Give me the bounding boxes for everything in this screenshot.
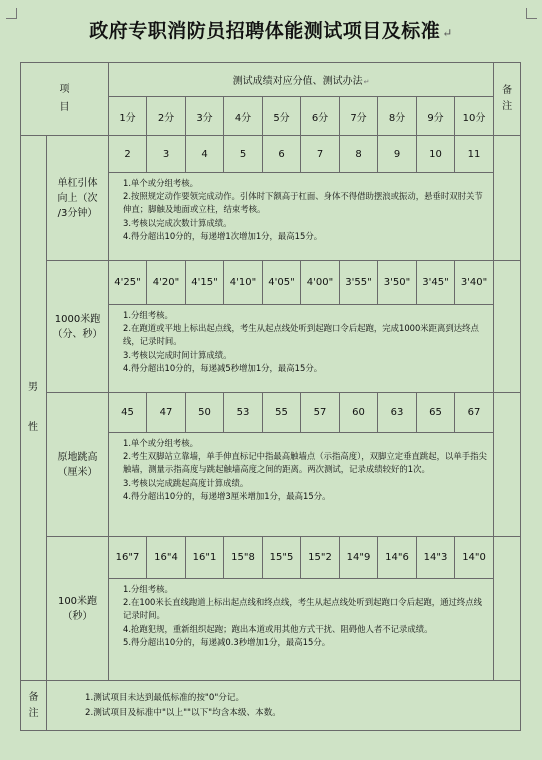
score-cell [417, 97, 455, 136]
standard-value: 4'20" [152, 277, 180, 288]
value-cell [224, 261, 263, 305]
value-cell [224, 537, 263, 579]
note-line: 2.测试项目及标准中"以上""以下"均含本级、本数。 [85, 707, 281, 718]
value-cell [186, 393, 224, 433]
remark-label: 备 注 [502, 85, 513, 112]
value-cell [147, 136, 186, 173]
score-label: 5分 [273, 112, 290, 124]
value-cell [340, 136, 378, 173]
value-cell [378, 261, 417, 305]
rule-line: 4.得分超出10分的，每递减5秒增加1分，最高15分。 [123, 362, 323, 373]
standard-value: 55 [275, 407, 288, 418]
value-cell [417, 537, 455, 579]
standard-value: 7 [316, 148, 324, 160]
value-cell [455, 261, 494, 305]
standard-value: 14"3 [423, 552, 448, 563]
standard-value: 65 [429, 407, 442, 418]
score-cell [147, 97, 186, 136]
rule-line: 1.单个或分组考核。 [123, 438, 198, 448]
value-cell [301, 537, 340, 579]
value-cell [417, 136, 455, 173]
standard-value: 14"0 [462, 552, 486, 563]
score-label: 1分 [119, 112, 136, 124]
standard-value: 15"5 [269, 552, 294, 563]
standard-value: 3'55" [345, 277, 372, 288]
standard-value: 10 [429, 148, 442, 160]
score-label: 8分 [388, 112, 406, 124]
rule-line: 2.按照规定动作要领完成动作。引体时下额高于杠面、身体不得借助摆浪或振动，悬垂时双肘关节伸直；脚触及地面或立柱，结束考核。 [123, 191, 483, 215]
value-cell [186, 537, 224, 579]
standard-value: 6 [278, 148, 285, 160]
standard-value: 53 [236, 407, 250, 418]
value-cell [340, 261, 378, 305]
rule-line: 1.单个或分组考核。 [123, 178, 198, 188]
value-cell [147, 393, 186, 433]
value-cell [301, 393, 340, 433]
score-label: 10分 [462, 112, 486, 124]
event-name-cell [47, 136, 109, 261]
standard-value: 4'25" [114, 277, 141, 288]
standard-value: 4 [201, 148, 208, 160]
score-label: 9分 [427, 112, 444, 124]
value-cell [147, 261, 186, 305]
rule-line: 4.得分超出10分的，每递增3厘米增加1分，最高15分。 [123, 490, 331, 501]
value-cell [455, 537, 494, 579]
notes-cell [47, 681, 521, 731]
value-cell [186, 136, 224, 173]
standard-value: 14"9 [346, 552, 371, 563]
page-title-text: 政府专职消防员招聘体能测试项目及标准 [89, 20, 441, 42]
rules-cell [109, 433, 494, 537]
value-cell [378, 393, 417, 433]
standard-value: 16"7 [115, 552, 140, 563]
rule-line: 2.在100米长直线跑道上标出起点线和终点线，考生从起点线处听到起跑口令后起跑，通过终点线记录时间。 [123, 597, 482, 621]
standard-value: 4'00" [306, 277, 334, 288]
value-cell [263, 261, 301, 305]
event-values-row [21, 261, 521, 305]
value-cell [109, 261, 147, 305]
standard-value: 45 [121, 407, 134, 418]
score-cell [224, 97, 263, 136]
value-cell [147, 537, 186, 579]
standard-value: 11 [467, 148, 481, 160]
event-values-row [21, 136, 521, 173]
value-cell [224, 393, 263, 433]
standard-value: 15"2 [308, 552, 332, 563]
value-cell [263, 136, 301, 173]
standard-value: 5 [239, 148, 247, 160]
event-values-row [21, 393, 521, 433]
value-cell [301, 136, 340, 173]
item-header-cell [21, 63, 109, 136]
remark-header-cell [494, 63, 521, 136]
standard-value: 16"1 [192, 552, 217, 563]
rule-line: 2.考生双脚站立靠墙，单手伸直标记中指最高触墙点（示指高度），双脚立定垂直跳起，以单手指尖触墙，测量示指高度与跳起触墙高度之间的距离。两次测试，记录成绩较好的1次。 [123, 451, 487, 475]
value-cell [340, 537, 378, 579]
rules-cell [109, 305, 494, 393]
standard-value: 4'15" [191, 277, 218, 288]
standard-value: 3 [162, 148, 170, 160]
notes-row [21, 681, 521, 731]
value-cell [455, 393, 494, 433]
standard-value: 14"6 [385, 552, 409, 563]
score-header: 测试成绩对应分值、测试办法 [232, 76, 363, 87]
standard-value: 4'10" [229, 277, 257, 288]
value-cell [455, 136, 494, 173]
rule-line: 3.考核以完成跳起高度计算成绩。 [123, 477, 249, 488]
score-cell [263, 97, 301, 136]
event-name-cell [47, 537, 109, 681]
event-name-1000m: 1000米跑 （分、秒） [52, 313, 103, 340]
score-cell [186, 97, 224, 136]
score-cell [340, 97, 378, 136]
standard-value: 4'05" [268, 277, 295, 288]
item-label: 项 目 [59, 84, 70, 113]
header-row [21, 63, 521, 97]
rule-line: 1.分组考核。 [123, 310, 173, 320]
value-cell [109, 537, 147, 579]
score-label: 4分 [234, 112, 252, 124]
standard-value: 47 [159, 407, 173, 418]
standard-value: 67 [467, 407, 481, 418]
remark-cell [494, 537, 521, 681]
score-cell [378, 97, 417, 136]
value-cell [109, 393, 147, 433]
standard-value: 63 [390, 407, 404, 418]
rule-line: 4.得分超出10分的，每递增1次增加1分，最高15分。 [123, 230, 323, 241]
standard-value: 50 [198, 407, 211, 418]
event-name-standing-jump: 原地跳高 （厘米） [57, 451, 98, 478]
standard-value: 16"4 [154, 552, 178, 563]
score-cell [301, 97, 340, 136]
notes-label-cell [21, 681, 47, 731]
rule-line: 5.得分超出10分的，每递减0.3秒增加1分，最高15分。 [123, 636, 331, 647]
value-cell [263, 393, 301, 433]
score-label: 2分 [157, 112, 175, 124]
rule-line: 3.考核以完成次数计算成绩。 [123, 217, 232, 228]
paragraph-mark-icon: ↵ [442, 26, 453, 40]
standard-value: 9 [393, 148, 401, 160]
standard-value: 15"8 [231, 552, 255, 563]
rules-cell [109, 579, 494, 681]
rules-cell [109, 173, 494, 261]
rule-line: 2.在跑道或平地上标出起点线，考生从起点线处听到起跑口令后起跑，完成1000米距离到达终点线，记录时间。 [123, 323, 479, 347]
score-label: 3分 [196, 112, 213, 124]
standards-table [20, 62, 521, 731]
value-cell [186, 261, 224, 305]
page-title [0, 16, 542, 43]
gender-label: 男 性 [28, 382, 39, 433]
event-name-pullup: 单杠引体 向上（次 /3分钟） [57, 177, 98, 219]
value-cell [224, 136, 263, 173]
value-cell [378, 136, 417, 173]
rule-line: 4.抢跑犯规，重新组织起跑；跑出本道或用其他方式干扰、阻碍他人者不记录成绩。 [123, 623, 433, 634]
score-cell [109, 97, 147, 136]
event-name-100m: 100米跑 （秒） [57, 595, 98, 622]
remark-cell [494, 261, 521, 393]
gender-cell [21, 136, 47, 681]
standard-value: 57 [313, 407, 327, 418]
score-label: 7分 [350, 112, 367, 124]
rule-line: 3.考核以完成时间计算成绩。 [123, 349, 232, 360]
event-name-cell [47, 393, 109, 537]
value-cell [417, 393, 455, 433]
score-cell [455, 97, 494, 136]
notes-label: 备 注 [28, 691, 39, 719]
standard-value: 3'50" [383, 277, 411, 288]
value-cell [340, 393, 378, 433]
standard-value: 3'40" [460, 277, 488, 288]
standard-value: 2 [124, 148, 131, 160]
value-cell [417, 261, 455, 305]
value-cell [109, 136, 147, 173]
value-cell [378, 537, 417, 579]
score-label: 6分 [311, 112, 329, 124]
paragraph-mark-icon: ↵ [363, 78, 370, 86]
standard-value: 8 [355, 148, 362, 160]
standard-value: 3'45" [422, 277, 449, 288]
note-line: 1.测试项目未达到最低标准的按"0"分记。 [85, 692, 245, 703]
event-values-row [21, 537, 521, 579]
value-cell [263, 537, 301, 579]
rule-line: 1.分组考核。 [123, 584, 173, 594]
remark-cell [494, 393, 521, 537]
event-name-cell [47, 261, 109, 393]
standard-value: 60 [352, 407, 365, 418]
value-cell [301, 261, 340, 305]
score-header-cell [109, 63, 494, 97]
remark-cell [494, 136, 521, 261]
